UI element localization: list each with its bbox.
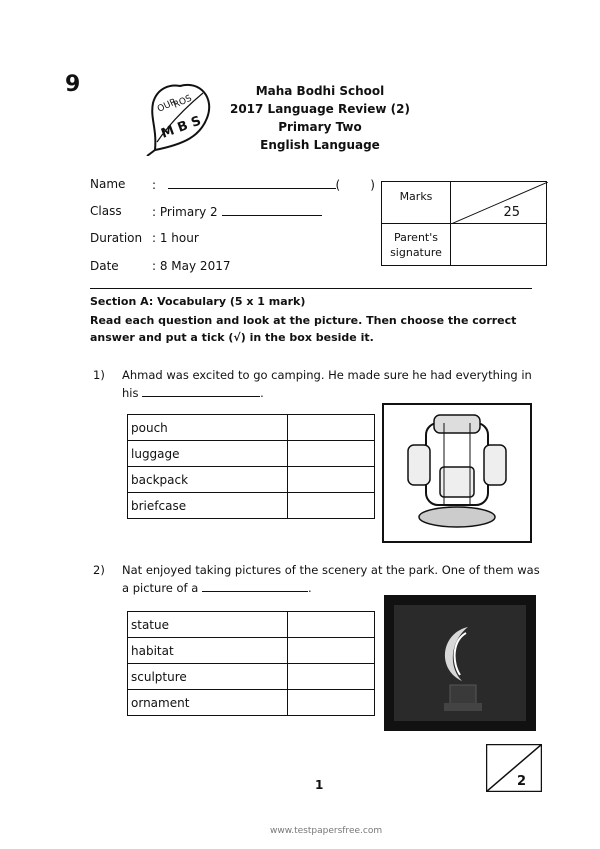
marks-total: 25: [503, 205, 520, 220]
svg-text:ROS: ROS: [172, 93, 194, 111]
option-label: statue: [128, 612, 288, 638]
svg-text:M B S: M B S: [159, 113, 204, 142]
option-row: [128, 664, 375, 690]
option-row: [128, 690, 375, 716]
footer-url: www.testpapersfree.com: [270, 826, 383, 836]
question-1-text: Ahmad was excited to go camping. He made sure he had everything in his: [122, 368, 532, 400]
question-2-number: 2): [93, 563, 105, 577]
exam-subject: English Language: [260, 138, 380, 152]
option-label: sculpture: [128, 664, 288, 690]
svg-text:OUR: OUR: [156, 97, 179, 115]
sculpture-icon: [386, 597, 534, 729]
question-2-text: Nat enjoyed taking pictures of the scenery at the park. One of them was a picture of a: [122, 563, 540, 595]
option-row: [128, 415, 375, 441]
tick-box[interactable]: [288, 415, 375, 441]
question-1-number: 1): [93, 368, 105, 382]
class-label: Class: [90, 204, 122, 218]
option-label: briefcase: [128, 493, 288, 519]
duration-value: : 1 hour: [152, 231, 199, 245]
question-2-blank: [202, 580, 308, 592]
section-title: Section A: Vocabulary (5 x 1 mark): [90, 295, 306, 308]
exam-header: [200, 82, 440, 154]
marks-table: [381, 181, 547, 266]
option-row: [128, 441, 375, 467]
exam-level: Primary Two: [278, 120, 362, 134]
option-row: [128, 638, 375, 664]
tick-box[interactable]: [288, 441, 375, 467]
class-field[interactable]: [222, 204, 322, 216]
question-set-number: 9: [65, 72, 81, 97]
date-value: : 8 May 2017: [152, 259, 231, 273]
question-2-options: [127, 611, 375, 716]
option-row: [128, 612, 375, 638]
tick-box[interactable]: [288, 664, 375, 690]
parent-signature-cell[interactable]: [451, 224, 547, 266]
parent-signature-label: Parent's signature: [382, 224, 451, 266]
marks-label: Marks: [382, 182, 451, 224]
option-label: pouch: [128, 415, 288, 441]
page-marks-box: [486, 744, 542, 792]
tick-box[interactable]: [288, 467, 375, 493]
date-label: Date: [90, 259, 119, 273]
question-1-blank: [142, 385, 260, 397]
backpack-image: [382, 403, 532, 543]
name-label: Name: [90, 177, 126, 191]
option-label: luggage: [128, 441, 288, 467]
tick-box[interactable]: [288, 612, 375, 638]
name-field[interactable]: [168, 177, 336, 189]
marks-score-cell[interactable]: [451, 182, 547, 224]
school-name: Maha Bodhi School: [255, 84, 385, 98]
section-divider: [90, 288, 532, 289]
page-number: 1: [315, 778, 324, 792]
option-row: [128, 493, 375, 519]
option-label: ornament: [128, 690, 288, 716]
tick-box[interactable]: [288, 493, 375, 519]
option-row: [128, 467, 375, 493]
page-marks-value: 2: [516, 774, 526, 789]
tick-box[interactable]: [288, 638, 375, 664]
backpack-icon: [384, 405, 530, 541]
option-label: habitat: [128, 638, 288, 664]
tick-box[interactable]: [288, 690, 375, 716]
sculpture-image: [384, 595, 536, 731]
question-1-options: [127, 414, 375, 519]
duration-label: Duration: [90, 231, 143, 245]
option-label: backpack: [128, 467, 288, 493]
exam-title: 2017 Language Review (2): [229, 102, 411, 116]
section-instruction: Read each question and look at the picture. Then choose the correct answer and put a tick (√) in the box beside it.: [90, 314, 517, 344]
